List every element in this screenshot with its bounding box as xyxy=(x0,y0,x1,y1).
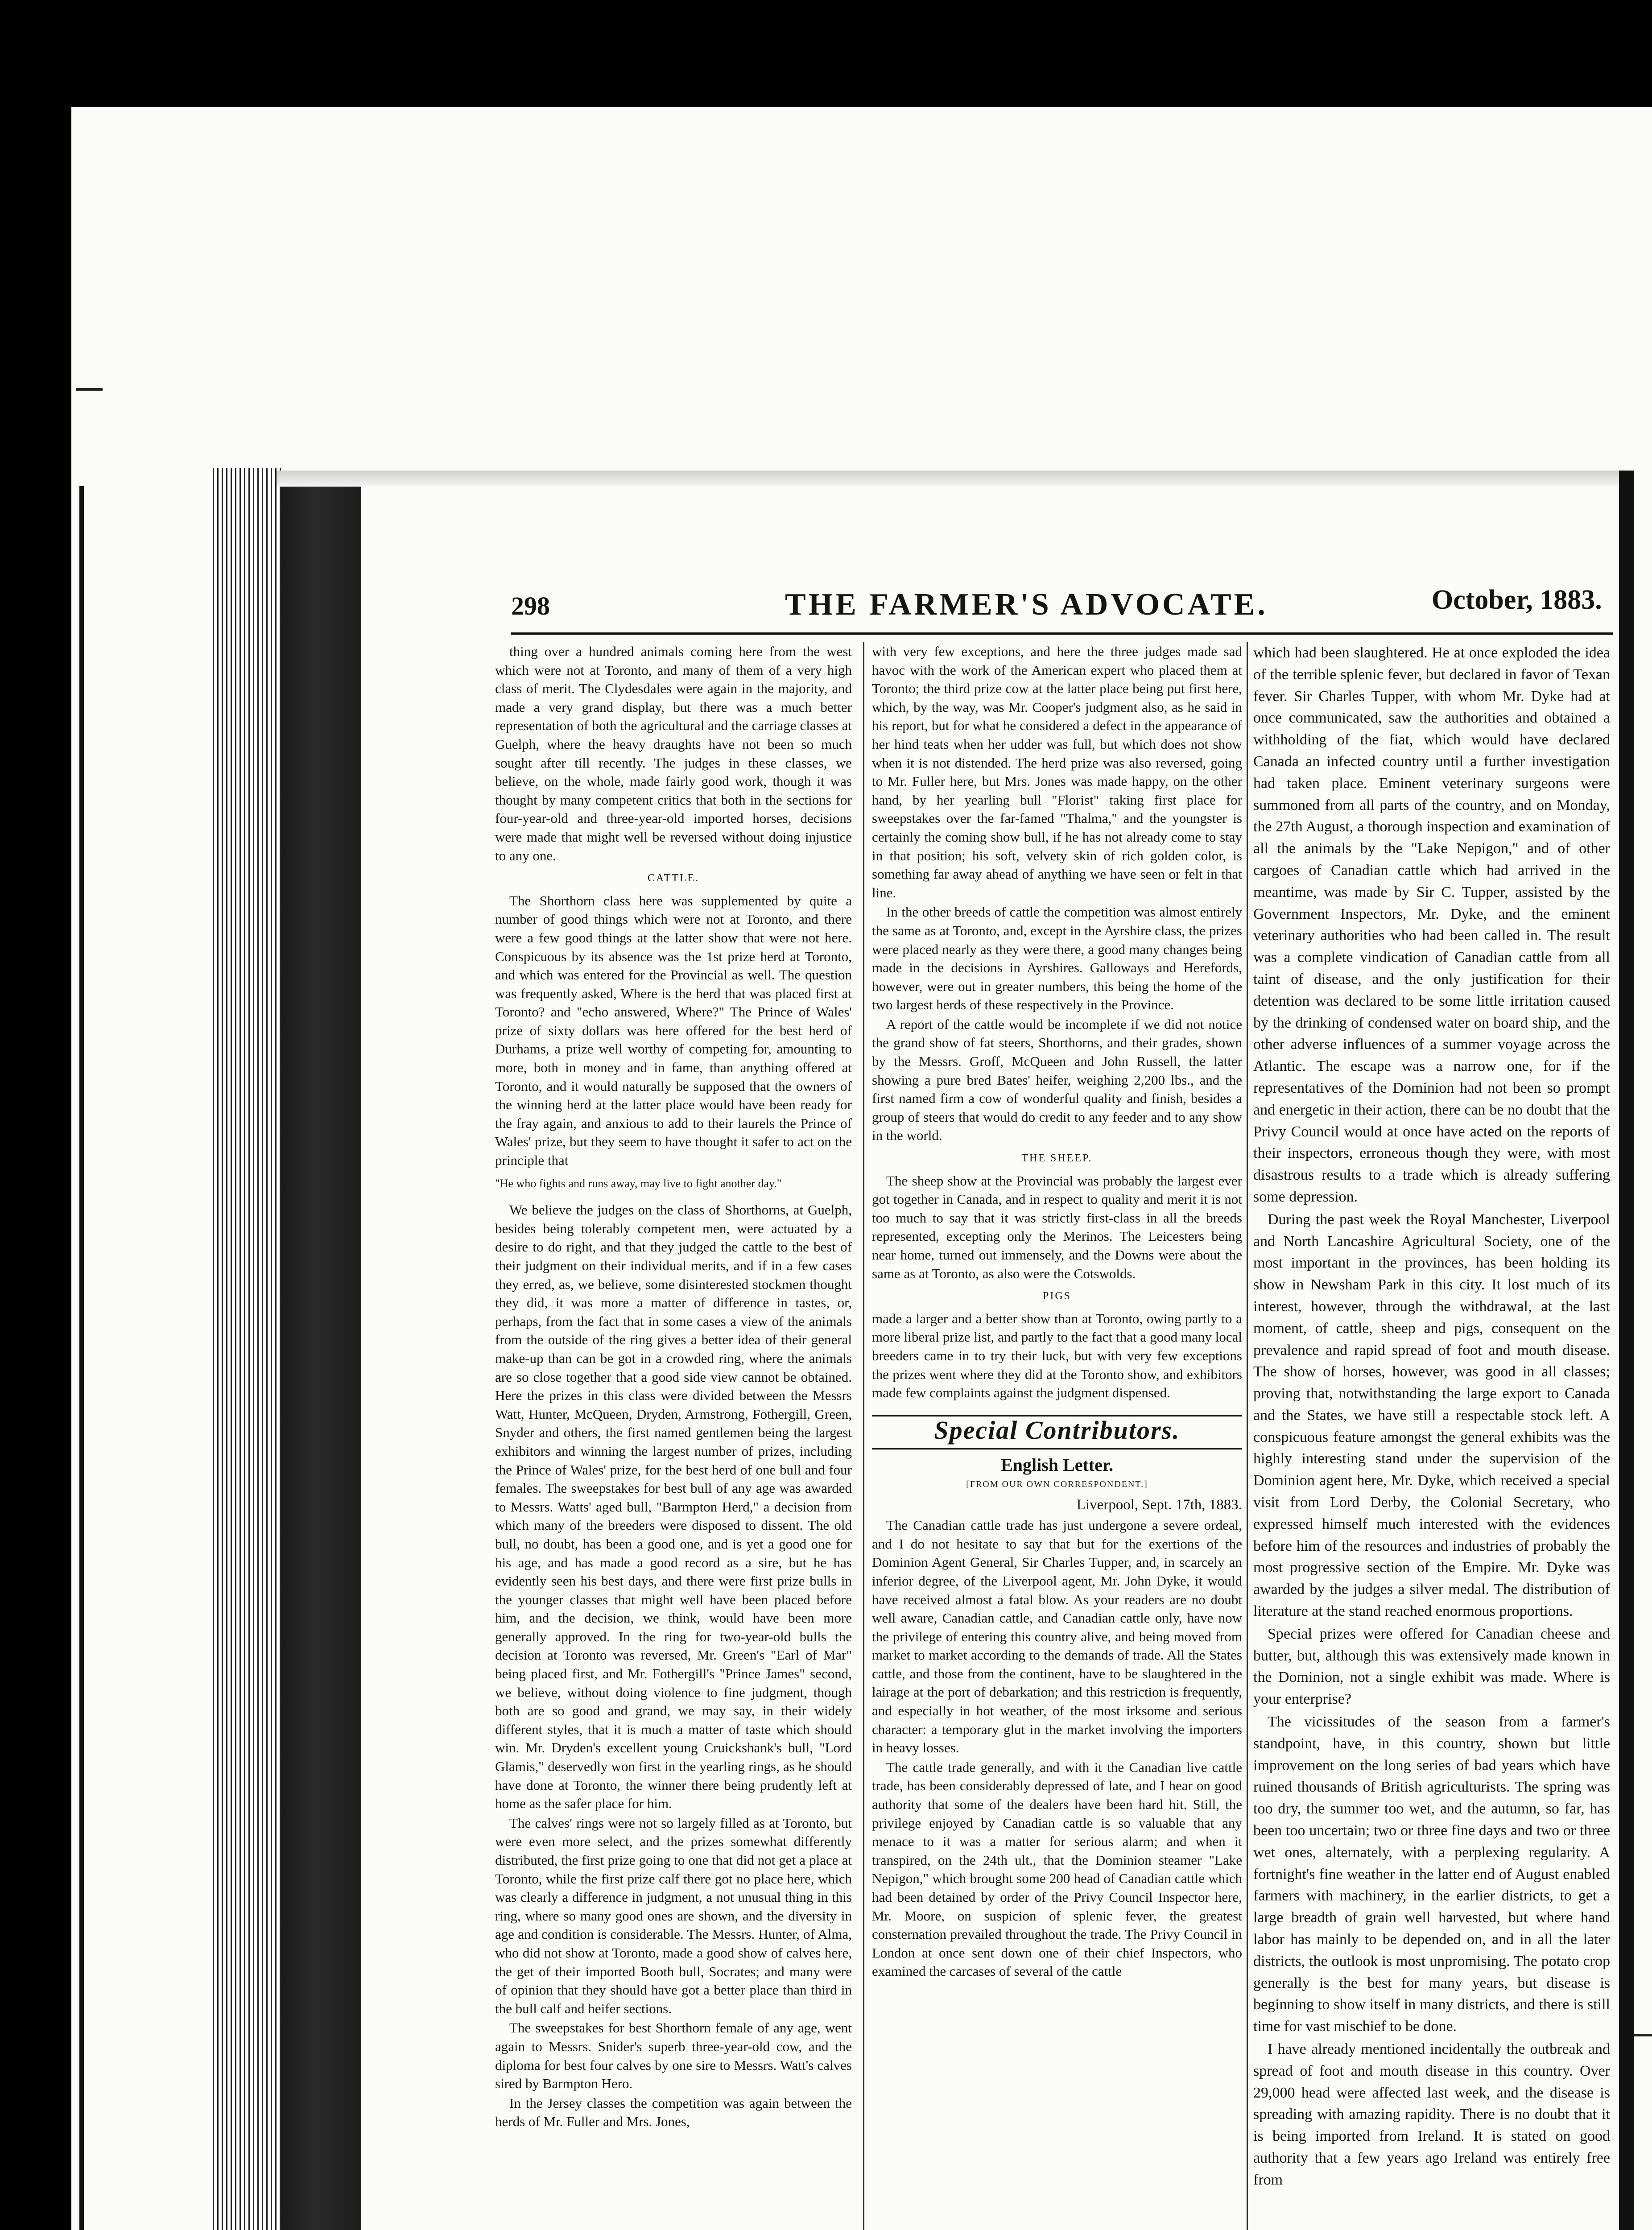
paragraph: I have already mentioned incidentally the outbreak and spread of foot and mouth disease in this country. Over 29,000 head were affected last week, and the disease is spreading with amazing rapidity. There is no doubt that it is being imported from Ireland. It is stated on good authority that a few years ago Ireland was entirely free from xyxy=(1253,2041,1610,2188)
paragraph: A report of the cattle would be incomplete if we did not notice the grand show of fat steers, Shorthorns, and their grades, shown by the Messrs. Groff, McQueen and John Russell, the latter showing a pure bred Bates' heifer, weighing 2,200 lbs., and the first named firm a cow of wonderful quality and finish, besides a group of steers that would do credit to any feeder and to any show in the world. xyxy=(872,1016,1242,1144)
issue-date: October, 1883. xyxy=(1432,585,1602,615)
paragraph: which had been slaughtered. He at once exploded the idea of the terrible splenic fever, but declared in favor of Texan fever. Sir Charles Tupper, with whom Mr. Dyke had at once communicated, saw the authorities and obtained a withholding of the fiat, which would have declared Canada an infected country until a further investigation had taken place. Eminent veterinary surgeons were summoned from all parts of the country, and on Monday, the 27th August, a thorough inspection and examination of all the animals by the "Lake Nepigon," and of other cargoes of Canadian cattle which had arrived in the meantime, was made by Sir C. Tupper, assisted by the Government Inspectors, Mr. Dyke, and the eminent veterinary authorities who had been called in. The result was a complete vindication of Canadian cattle from all taint of disease, and the only justification for their detention was declared to be some little irritation caused by the drinking of condensed water on board ship, and the other adverse influences of a summer voyage across the Atlantic. The escape was a narrow one, for if the representatives of the Dominion had not been so prompt and energetic in their action, there can be no doubt that the Privy Council would at once have acted on the reports of their inspectors, erroneous though they were, with most disastrous results to a trade which is already suffering some depression. xyxy=(1253,644,1610,1205)
section-banner-title: Special Contributors. xyxy=(934,1415,1180,1445)
section-heading-cattle: CATTLE. xyxy=(647,872,700,884)
section-heading-sheep: THE SHEEP. xyxy=(1021,1152,1093,1165)
newspaper-page xyxy=(361,500,1619,2230)
paragraph: The sweepstakes for best Shorthorn female of any age, went again to Messrs. Snider's superb three-year-old cow, and the diploma for best four calves by one sire to Messrs. Watt's calves sired by Barmpton Hero. xyxy=(495,2020,852,2092)
paragraph: The calves' rings were not so largely filled as at Toronto, but were even more select, and the prizes somewhat differently distributed, the first prize going to one that did not get a place at Toronto, while the first prize calf there got no place here, which was clearly a difference in judgment, a not unusual thing in this ring, where so many good ones are shown, and the diversity in age and condition is considerable. The Messrs. Hunter, of Alma, who did not show at Toronto, made a good show of calves here, the get of their imported Booth bull, Socrates; and many were of opinion that they should have got a better place than third in the bull calf and heifer sections. xyxy=(495,1815,852,2016)
article-dateline: Liverpool, Sept. 17th, 1883. xyxy=(1076,1496,1242,1513)
header-rule xyxy=(511,632,1613,635)
page-right-border xyxy=(1619,471,1634,2230)
column-divider xyxy=(863,642,864,2230)
page-top-edge xyxy=(277,471,1628,487)
paragraph: Special prizes were offered for Canadian cheese and butter, but, although this was extensively made known in the Dominion, not a single exhibit was made. Where is your enterprise? xyxy=(1253,1625,1610,1708)
article-title: English Letter. xyxy=(1001,1455,1113,1475)
column-divider xyxy=(1247,642,1248,2230)
registration-mark-right xyxy=(1632,2034,1652,2036)
paragraph: The Shorthorn class here was supplemented by quite a number of good things which were not at Toronto, and there were a few good things at the latter show that were not here. Conspicuous by its absence was the 1st prize herd at Toronto, and which was entered for the Provincial as well. The question was frequently asked, Where is the herd that was placed first at Toronto? and "echo answered, Where?" The Prince of Wales' prize of sixty dollars was here offered for the best herd of Durhams, a prize well worthy of competing for, amounting to more, both in money and in fame, than anything offered at Toronto, and it would naturally be supposed that the owners of the winning herd at the latter place would have been ready for the fray again, and anxious to add to their laurels the Prince of Wales' prize, but they seem to have thought it safer to act on the principle that xyxy=(495,892,852,1169)
paragraph: thing over a hundred animals coming here from the west which were not at Toronto, and many of them of a very high class of merit. The Clydesdales were again in the majority, and made a very grand display, but there was a much better representation of both the agricultural and the carriage classes at Guelph, where the heavy draughts have not been so much sought after till recently. The judges in these classes, we believe, on the whole, made fairly good work, though it was thought by many competent critics that both in the sections for four-year-old and three-year-old imported horses, decisions were made that might well be reversed without doing injustice to any one. xyxy=(495,644,852,863)
column-middle xyxy=(872,642,1242,1982)
paragraph: with very few exceptions, and here the three judges made sad havoc with the work of the American expert who placed them at Toronto; the third prize cow at the latter place being put first here, which, by the way, was Mr. Cooper's judgment also, as he said in his report, but for what he considered a defect in the appearance of her hind teats when her udder was full, but which does not show when it is not distended. The herd prize was also reversed, going to Mr. Fuller here, but Mrs. Jones was made happy, on the other hand, by her yearling bull "Florist" taking first place for sweepstakes over the far-famed "Thalma," and the youngster is certainly the coming show bull, if he has not already come to stay in that position; his soft, velvety skin of rich golden color, is something far away ahead of anything we have seen or felt in that line. xyxy=(872,644,1242,900)
masthead-title: THE FARMER'S ADVOCATE. xyxy=(785,587,1268,622)
paragraph: The cattle trade generally, and with it the Canadian live cattle trade, has been considerably depressed of late, and I hear on good authority that some of the dealers have been hard hit. Still, the privilege enjoyed by Canadian cattle is so valuable that any menace to it was a matter for serious alarm; and when it transpired, on the 24th ult., that the Dominion steamer "Lake Nepigon," which brought some 200 head of Canadian cattle which had been detained by order of the Privy Council Inspector here, Mr. Moore, on suspicion of splenic fever, the greatest consternation prevailed throughout the trade. The Privy Council in London at once sent down one of their chief Inspectors, who examined the carcases of several of the cattle xyxy=(872,1759,1242,1979)
page-number: 298 xyxy=(511,591,550,620)
paragraph: We believe the judges on the class of Shorthorns, at Guelph, besides being tolerably competent men, were actuated by a desire to do right, and that they judged the cattle to the best of their judgment on their individual merits, and if in a few cases they erred, as, we believe, some disinterested stockmen thought they did, it was more a matter of difference in tastes, or, perhaps, from the fact that in some cases a view of the animals from the outside of the ring gives a better idea of their general make-up than can be got in a crowded ring, where the animals are so close together that a good side view cannot be obtained. Here the prizes in this class were divided between the Messrs Watt, Hunter, McQueen, Dryden, Armstrong, Fothergill, Green, Snyder and others, the first named gentlemen being the largest exhibitors and winning the largest number of prizes, including the Prince of Wales' prize, for the best herd of one bull and four females. The sweepstakes for best bull of any age was awarded to Messrs. Watts' aged bull, "Barmpton Herd," a decision from which many of the breeders were disposed to dissent. The old bull, no doubt, has been a good one, and is yet a good one for his age, and has made a good record as a sire, but he has evidently seen his best days, and there were first prize bulls in the younger classes that might well have been placed before him, and the decision, we think, would have been more generally approved. In the ring for two-year-old bulls the decision at Toronto was reversed, Mr. Green's "Earl of Mar" being placed first, and Mr. Fothergill's "Prince James" second, we believe, without doing violence to fine judgment, though both are so good and grand, we may say, in their widely different styles, that it is much a matter of taste which should win. Mr. Dryden's excellent young Cruickshank's bull, "Lord Glamis," deservedly won first in the yearling rings, as he should have done at Toronto, the winner there being prudently left at home as the safer place for him. xyxy=(495,1202,852,1812)
paragraph: made a larger and a better show than at Toronto, owing partly to a more liberal prize list, and partly to the fact that a good many local breeders came in to try their luck, but with very few exceptions the prizes went where they did at the Toronto show, and exhibitors made few complaints against the judgment dispensed. xyxy=(872,1310,1242,1401)
section-banner xyxy=(872,1415,1242,1450)
paragraph: The Canadian cattle trade has just undergone a severe ordeal, and I do not hesitate to say that but for the exertions of the Dominion Agent General, Sir Charles Tupper, and, in scarcely an inferior degree, of the Liverpool agent, Mr. John Dyke, it would have received almost a fatal blow. As your readers are no doubt well aware, Canadian cattle, and Canadian cattle only, have now the privilege of entering this country alive, and being moved from market to market according to the demands of trade. All the States cattle, and those from the continent, have to be slaughtered in the lairage at the port of debarkation; and this restriction is frequently, and especially in hot weather, of the most irksome and serious character: a temporary glut in the market involving the importers in heavy losses. xyxy=(872,1517,1242,1756)
paragraph: The vicissitudes of the season from a farmer's standpoint, have, in this country, shown but little improvement on the long series of bad years which have ruined thousands of British agriculturists. The spring was too dry, the summer too wet, and the autumn, so far, has been too uncertain; two or three fine days and two or three wet ones, alternately, with a perplexing regularity. A fortnight's fine weather in the latter end of August enabled farmers with machinery, in the earlier districts, to get a large breadth of grain well harvested, but where hand labor has mainly to be depended on, and in all the later districts, the outlook is most unpromising. The potato crop generally is the best for many years, but disease is beginning to show itself in many districts, and there is still time for vast mischief to be done. xyxy=(1253,1714,1610,2035)
quoted-verse: "He who fights and runs away, may live to fight another day." xyxy=(495,1177,782,1190)
paragraph: The sheep show at the Provincial was probably the largest ever got together in Canada, and in respect to quality and merit it is not too much to say that it was strictly first-class in all the breeds represented, excepting only the Merinos. The Leicesters being near home, turned out immensely, and the Downs were about the same as at Toronto, as also were the Cotswolds. xyxy=(872,1173,1242,1281)
column-left xyxy=(495,642,852,2132)
book-page-edges xyxy=(210,468,281,2230)
article-byline: [FROM OUR OWN CORRESPONDENT.] xyxy=(966,1479,1148,1489)
binding-edge xyxy=(79,486,84,2230)
section-heading-pigs: PIGS xyxy=(1042,1290,1072,1302)
paragraph: During the past week the Royal Manchester, Liverpool and North Lancashire Agricultural Society, one of the most important in the provinces, has been holding its show in Newsham Park in this city. It lost much of its interest, however, through the withdrawal, at the last moment, of cattle, sheep and pigs, consequent on the prevalence and rapid spread of foot and mouth disease. The show of horses, however, was good in all classes; proving that, notwithstanding the large export to Canada and the States, we have still a respectable stock left. A conspicuous feature amongst the general exhibits was the highly interesting stand under the supervision of the Dominion agent here, Mr. Dyke, which received a special visit from Lord Derby, the Colonial Secretary, who expressed himself much interested with the evidences before him of the resources and industries of probably the most progressive section of the Empire. Mr. Dyke was awarded by the judges a silver medal. The distribution of literature at the stand reached enormous proportions. xyxy=(1253,1211,1610,1620)
book-gutter-shadow xyxy=(281,477,361,2230)
paragraph: In the other breeds of cattle the competition was almost entirely the same as at Toronto, and, except in the Ayrshire class, the prizes were placed nearly as they were there, a good many changes being made in the decisions in Ayrshires. Galloways and Herefords, however, were out in greater numbers, this being the home of the two largest herds of these respectively in the Province. xyxy=(872,904,1242,1013)
registration-mark-left xyxy=(76,388,103,391)
paragraph: In the Jersey classes the competition was again between the herds of Mr. Fuller and Mrs. Jones, xyxy=(495,2095,852,2130)
column-right xyxy=(1253,642,1610,2192)
